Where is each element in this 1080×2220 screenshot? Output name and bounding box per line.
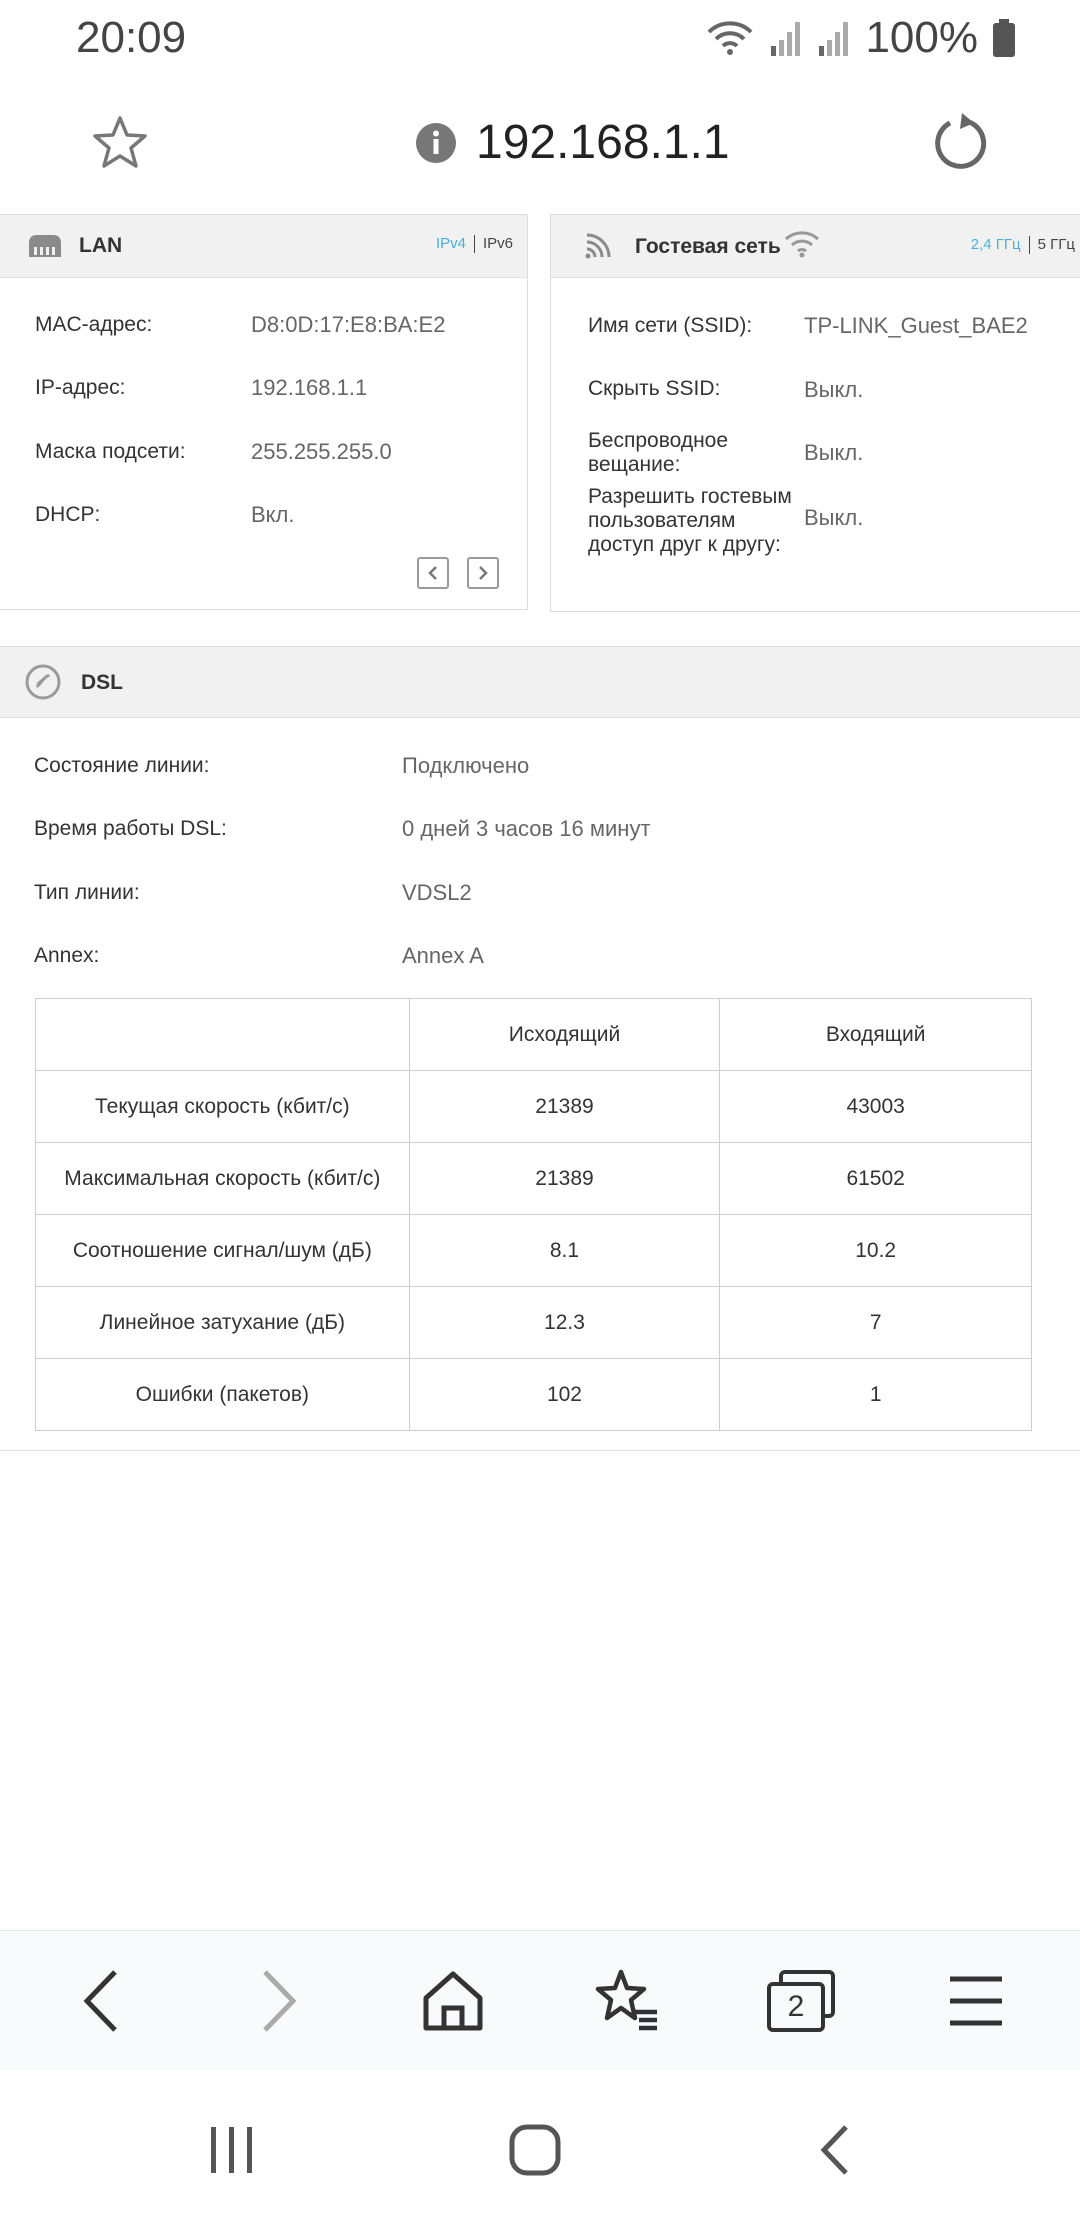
chevron-left-icon	[426, 565, 440, 581]
line-type-value: VDSL2	[402, 880, 472, 905]
guest-card-header	[551, 215, 1080, 278]
tabs-icon	[767, 1970, 837, 2032]
annex-label: Annex:	[34, 944, 100, 967]
hamburger-menu-icon	[946, 1973, 1006, 2029]
recent-apps-button[interactable]	[172, 2110, 292, 2190]
mac-value: D8:0D:17:E8:BA:E2	[251, 312, 446, 337]
recent-apps-icon	[207, 2123, 257, 2177]
table-cell: 7	[720, 1287, 1032, 1359]
dhcp-value: Вкл.	[251, 502, 295, 527]
wifi-status-icon	[705, 18, 755, 58]
chevron-right-icon	[476, 565, 490, 581]
table-row	[36, 1359, 1032, 1431]
prev-page-button[interactable]	[417, 557, 449, 589]
table-cell: 102	[409, 1359, 720, 1431]
forward-button[interactable]	[188, 1931, 368, 2071]
broadcast-value: Выкл.	[804, 440, 864, 465]
hide-ssid-value: Выкл.	[804, 377, 864, 402]
back-arrow-icon	[816, 2123, 856, 2177]
band-5ghz-tab[interactable]: 5 ГГц	[1037, 236, 1075, 253]
table-row	[36, 1143, 1032, 1215]
table-row	[36, 1071, 1032, 1143]
chevron-left-icon	[77, 1966, 127, 2036]
ssid-value: TP-LINK_Guest_BAE2	[804, 313, 1028, 338]
lan-port-icon	[27, 231, 63, 259]
lan-title: LAN	[79, 234, 123, 257]
ip-version-toggle	[436, 235, 513, 253]
table-row	[36, 1215, 1032, 1287]
table-header-cell	[36, 999, 410, 1071]
ipv6-tab[interactable]: IPv6	[482, 235, 513, 252]
guest-network-card	[550, 214, 1080, 612]
browser-bottom-bar	[0, 1930, 1080, 2071]
table-cell: 1	[720, 1359, 1032, 1431]
info-icon	[415, 122, 457, 164]
phone-icon	[25, 664, 61, 700]
chevron-right-icon	[253, 1966, 303, 2036]
wifi-icon	[783, 229, 821, 259]
table-cell: 43003	[720, 1071, 1032, 1143]
table-cell: 10.2	[720, 1215, 1032, 1287]
bookmarks-button[interactable]	[538, 1931, 718, 2071]
table-cell: Максимальная скорость (кбит/с)	[36, 1143, 410, 1215]
dsl-uptime-value: 0 дней 3 часов 16 минут	[402, 816, 651, 841]
tab-count: 2	[767, 1982, 825, 2032]
home-icon	[420, 1968, 486, 2034]
home-button[interactable]	[363, 1931, 543, 2071]
signal-1-icon	[769, 18, 803, 58]
table-cell: Текущая скорость (кбит/с)	[36, 1071, 410, 1143]
guest-title: Гостевая сеть	[635, 235, 781, 258]
signal-2-icon	[817, 18, 851, 58]
lan-card	[0, 214, 528, 610]
ip-label: IP-адрес:	[35, 376, 126, 399]
subnet-label: Маска подсети:	[35, 440, 186, 463]
wireless-signal-icon	[585, 231, 613, 259]
next-page-button[interactable]	[467, 557, 499, 589]
status-icons	[705, 8, 1016, 68]
dsl-uptime-label: Время работы DSL:	[34, 817, 227, 840]
line-status-value: Подключено	[402, 753, 530, 778]
line-status-label: Состояние линии:	[34, 754, 210, 777]
table-cell: 61502	[720, 1143, 1032, 1215]
table-cell: 21389	[409, 1143, 720, 1215]
back-button[interactable]	[12, 1931, 192, 2071]
ssid-label: Имя сети (SSID):	[588, 314, 753, 337]
dsl-header	[0, 647, 1080, 718]
dsl-title: DSL	[81, 671, 123, 694]
broadcast-label: Беспроводное вещание:	[588, 429, 729, 476]
star-outline-icon	[90, 113, 150, 173]
ip-value: 192.168.1.1	[251, 375, 368, 400]
subnet-value: 255.255.255.0	[251, 439, 392, 464]
table-cell: Ошибки (пакетов)	[36, 1359, 410, 1431]
bookmark-button[interactable]	[90, 113, 150, 173]
lan-card-header	[0, 215, 527, 278]
table-row	[36, 1287, 1032, 1359]
site-info-button[interactable]	[415, 122, 457, 164]
menu-button[interactable]	[886, 1931, 1066, 2071]
hide-ssid-label: Скрыть SSID:	[588, 377, 721, 400]
bookmarks-icon	[595, 1968, 661, 2034]
band-24ghz-tab[interactable]: 2,4 ГГц	[970, 236, 1021, 253]
ipv4-tab[interactable]: IPv4	[435, 235, 466, 252]
guest-isolation-value: Выкл.	[804, 505, 864, 530]
home-circle-icon	[508, 2123, 562, 2177]
guest-isolation-label: Разрешить гостевым пользователям доступ друг к другу:	[588, 485, 792, 556]
table-cell: Соотношение сигнал/шум (дБ)	[36, 1215, 410, 1287]
line-type-label: Тип линии:	[34, 881, 140, 904]
tabs-button[interactable]	[712, 1931, 892, 2071]
table-cell: 21389	[409, 1071, 720, 1143]
table-header-row	[36, 999, 1032, 1071]
reload-button[interactable]	[930, 113, 990, 173]
reload-icon	[930, 113, 990, 173]
table-cell: Линейное затухание (дБ)	[36, 1287, 410, 1359]
system-back-button[interactable]	[776, 2110, 896, 2190]
mac-label: MAC-адрес:	[35, 313, 153, 336]
battery-percent: 100%	[865, 13, 978, 62]
address-bar[interactable]: 192.168.1.1	[476, 116, 730, 169]
table-cell: 12.3	[409, 1287, 720, 1359]
band-toggle	[971, 236, 1075, 254]
table-header-cell: Исходящий	[409, 999, 720, 1071]
table-header-cell: Входящий	[720, 999, 1032, 1071]
table-cell: 8.1	[409, 1215, 720, 1287]
dsl-stats-table	[35, 998, 1032, 1431]
dhcp-label: DHCP:	[35, 503, 101, 526]
status-time: 20:09	[76, 13, 187, 62]
system-home-button[interactable]	[475, 2110, 595, 2190]
battery-icon	[992, 18, 1016, 58]
annex-value: Annex A	[402, 943, 484, 968]
